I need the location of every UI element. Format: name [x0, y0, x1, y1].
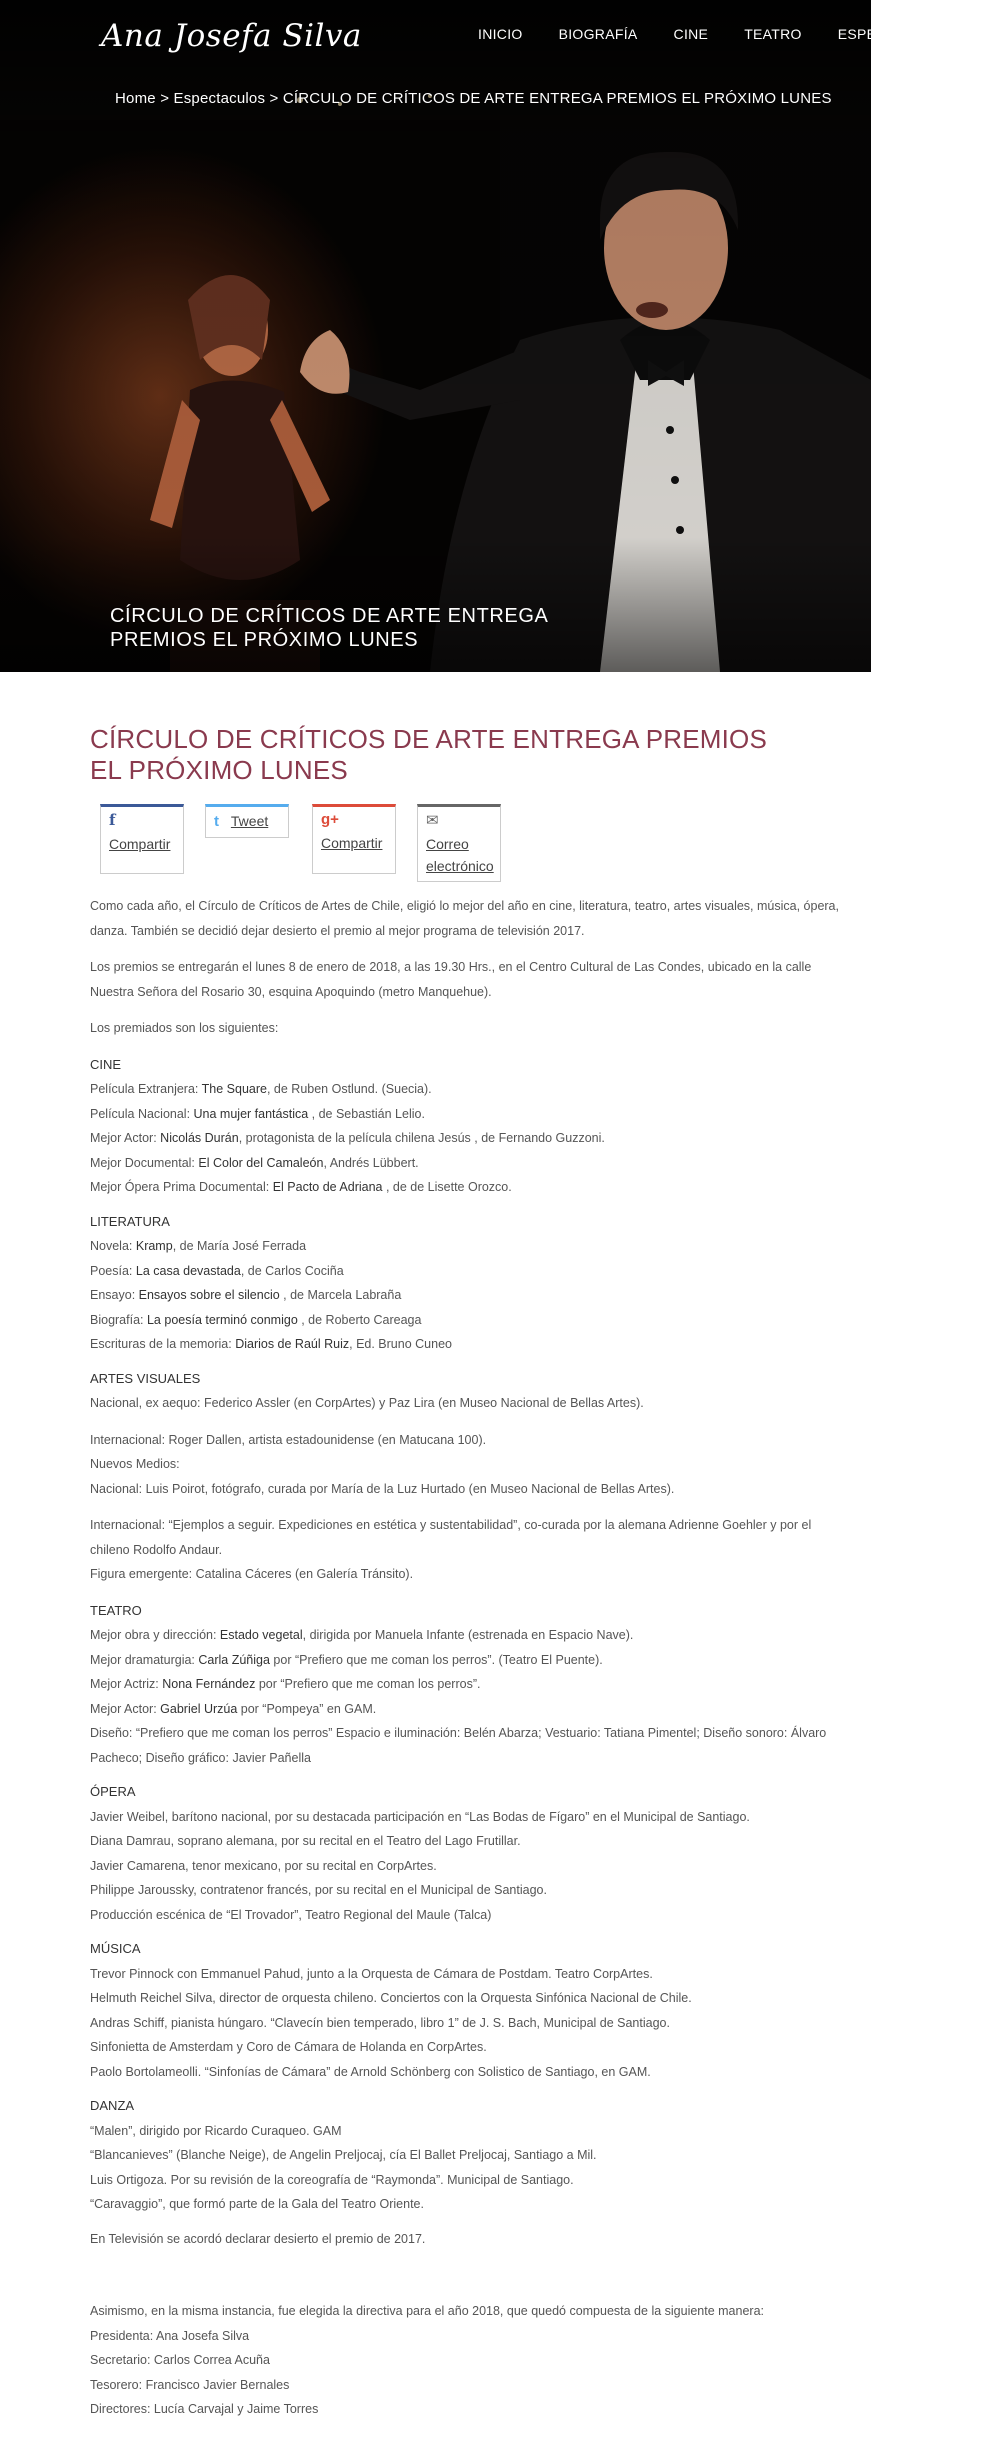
breadcrumb-separator: >: [269, 90, 279, 107]
main-nav: [478, 26, 991, 42]
breadcrumb-separator: >: [160, 90, 170, 107]
paragraph: Los premiados son los siguientes:: [90, 1021, 279, 1035]
list-item: Novela: Kramp, de María José Ferrada: [90, 1239, 307, 1253]
list-item: Javier Weibel, barítono nacional, por su destacada participación en “Las Bodas de Fígaro” en el Municipal de Santiago.: [90, 1809, 750, 1824]
list-item: Mejor obra y dirección: Estado vegetal, dirigida por Manuela Infante (estrenada en Espacio Nave).: [90, 1628, 634, 1642]
twitter-icon: t: [214, 813, 219, 830]
article: [90, 724, 839, 2416]
awards-list-teatro: [90, 1623, 840, 1770]
facebook-share-label[interactable]: Compartir: [109, 836, 171, 852]
list-item: “Malen”, dirigido por Ricardo Curaqueo. GAM: [90, 2123, 342, 2138]
paragraph: Como cada año, el Círculo de Críticos de Artes de Chile, eligió lo mejor del año en cine, literatura, teatro, artes visuales, música, ópera, danza. También se decidió dejar desierto el premio al mejor programa de televisión 2017.: [90, 899, 839, 938]
awards-list-danza: [90, 2119, 840, 2217]
list-item: Presidenta: Ana Josefa Silva: [90, 2328, 250, 2343]
breadcrumb: [115, 90, 832, 107]
list-item: Tesorero: Francisco Javier Bernales: [90, 2377, 290, 2392]
article-title: CÍRCULO DE CRÍTICOS DE ARTE ENTREGA PREMIOS EL PRÓXIMO LUNES: [90, 724, 768, 785]
section-heading: LITERATURA: [90, 1213, 170, 1229]
paragraph: Internacional: Roger Dallen, artista estadounidense (en Matucana 100). Nuevos Medios: Nacional: Luis Poirot, fotógrafo, curada por María de la Luz Hurtado (en Museo Nacional de Bellas Artes).: [90, 1432, 675, 1496]
section-heading: CINE: [90, 1056, 122, 1072]
paragraph: Internacional: “Ejemplos a seguir. Expediciones en estética y sustentabilidad”, co-curada por la alemana Adrienne Goehler y por el chileno Rodolfo Andaur. Figura emergente: Catalina Cáceres (en Galería Tránsito).: [90, 1518, 812, 1581]
article-body: [90, 894, 840, 2434]
list-item: Javier Camarena, tenor mexicano, por su recital en CorpArtes.: [90, 1858, 437, 1873]
paragraph: Los premios se entregarán el lunes 8 de enero de 2018, a las 19.30 Hrs., en el Centro Cultural de Las Condes, ubicado en la calle Nuestra Señora del Rosario 30, esquina Apoquindo (metro Manquehue).: [90, 960, 812, 999]
site-logo[interactable]: Ana Josefa Silva: [101, 18, 362, 54]
list-item: Producción escénica de “El Trovador”, Teatro Regional del Maule (Talca): [90, 1907, 492, 1922]
email-share-label[interactable]: Correo electrónico: [426, 836, 494, 874]
awards-list-opera: [90, 1805, 840, 1928]
nav-espectaculos[interactable]: ESPECTÁCULOS: [837, 26, 955, 42]
hero-caption-line: PREMIOS EL PRÓXIMO LUNES: [110, 629, 419, 651]
nav-teatro[interactable]: TEATRO: [744, 26, 802, 42]
hero-banner: [0, 0, 955, 672]
hero-caption-line: CÍRCULO DE CRÍTICOS DE ARTE ENTREGA: [110, 605, 549, 627]
top-navigation-bar: [0, 0, 955, 75]
list-item: Diseño: “Prefiero que me coman los perros” Espacio e iluminación: Belén Abarza; Vestuario: Tatiana Pimentel; Diseño sonoro: Álvaro Pacheco; Diseño gráfico: Javier Pañella: [90, 1726, 827, 1765]
email-share-button[interactable]: [417, 804, 501, 882]
twitter-share-button[interactable]: [205, 804, 289, 838]
list-item: Philippe Jaroussky, contratenor francés, por su recital en el Municipal de Santiago.: [90, 1883, 547, 1897]
list-item: Mejor dramaturgia: Carla Zúñiga por “Prefiero que me coman los perros”. (Teatro El Puente).: [90, 1652, 603, 1667]
list-item: Trevor Pinnock con Emmanuel Pahud, junto a la Orquesta de Cámara de Postdam. Teatro CorpArtes.: [90, 1966, 653, 1981]
awards-list-cine: [90, 1077, 840, 1200]
awards-list-literatura: [90, 1234, 840, 1357]
awards-list-musica: [90, 1962, 840, 2085]
list-item: Biografía: La poesía terminó conmigo , de Roberto Careaga: [90, 1312, 422, 1327]
facebook-share-button[interactable]: [100, 804, 184, 874]
list-item: Mejor Ópera Prima Documental: El Pacto de Adriana , de de Lisette Orozco.: [90, 1180, 512, 1194]
list-item: Poesía: La casa devastada, de Carlos Cociña: [90, 1263, 344, 1278]
share-buttons: [100, 804, 660, 884]
list-item: “Blancanieves” (Blanche Neige), de Angelin Preljocaj, cía El Ballet Preljocaj, Santiago a Mil.: [90, 2148, 597, 2162]
list-item: Secretario: Carlos Correa Acuña: [90, 2353, 270, 2367]
list-item: Escrituras de la memoria: Diarios de Raúl Ruiz, Ed. Bruno Cuneo: [90, 1337, 452, 1351]
envelope-icon: ✉: [426, 812, 439, 829]
list-item: Diana Damrau, soprano alemana, por su recital en el Teatro del Lago Frutillar.: [90, 1834, 521, 1848]
list-item: Mejor Actor: Nicolás Durán, protagonista de la película chilena Jesús , de Fernando Guzzoni.: [90, 1131, 605, 1145]
google-plus-icon: g+: [321, 811, 339, 828]
section-heading: DANZA: [90, 2098, 135, 2113]
google-plus-share-button[interactable]: [312, 804, 396, 874]
nav-cine[interactable]: CINE: [673, 26, 709, 42]
list-item: Luis Ortigoza. Por su revisión de la coreografía de “Raymonda”. Municipal de Santiago.: [90, 2172, 574, 2187]
twitter-share-label[interactable]: Tweet: [230, 813, 269, 829]
list-item: Mejor Documental: El Color del Camaleón, Andrés Lübbert.: [90, 1155, 419, 1170]
list-item: Película Nacional: Una mujer fantástica , de Sebastián Lelio.: [90, 1106, 425, 1121]
breadcrumb-home[interactable]: Home: [115, 90, 156, 107]
paragraph: Nacional, ex aequo: Federico Assler (en CorpArtes) y Paz Lira (en Museo Nacional de Bellas Artes).: [90, 1396, 644, 1410]
google-plus-share-label[interactable]: Compartir: [321, 835, 383, 851]
list-item: Película Extranjera: The Square, de Ruben Ostlund. (Suecia).: [90, 1082, 432, 1096]
section-heading: ARTES VISUALES: [90, 1370, 201, 1386]
breadcrumb-current: CÍRCULO DE CRÍTICOS DE ARTE ENTREGA PREMIOS EL PRÓXIMO LUNES: [282, 90, 832, 107]
paragraph: En Televisión se acordó declarar desierto el premio de 2017.: [90, 2231, 426, 2246]
section-heading: ÓPERA: [90, 1784, 136, 1799]
list-item: Mejor Actriz: Nona Fernández por “Prefiero que me coman los perros”.: [90, 1677, 481, 1691]
list-item: Helmuth Reichel Silva, director de orquesta chileno. Conciertos con la Orquesta Sinfónica Nacional de Chile.: [90, 1991, 692, 2005]
nav-inicio[interactable]: INICIO: [478, 26, 523, 42]
hero-caption: [110, 604, 610, 652]
section-heading: TEATRO: [90, 1602, 142, 1618]
list-item: Ensayo: Ensayos sobre el silencio , de Marcela Labraña: [90, 1288, 402, 1302]
list-item: “Caravaggio”, que formó parte de la Gala del Teatro Oriente.: [90, 2197, 424, 2211]
list-item: Directores: Lucía Carvajal y Jaime Torres: [90, 2402, 319, 2416]
section-heading: MÚSICA: [90, 1941, 141, 1956]
breadcrumb-section[interactable]: Espectaculos: [173, 90, 266, 107]
list-item: Andras Schiff, pianista húngaro. “Clavecín bien temperado, libro 1” de J. S. Bach, Municipal de Santiago.: [90, 2015, 670, 2030]
list-item: Mejor Actor: Gabriel Urzúa por “Pompeya” en GAM.: [90, 1701, 377, 1716]
list-item: Sinfonietta de Amsterdam y Coro de Cámara de Holanda en CorpArtes.: [90, 2040, 487, 2054]
nav-biografia[interactable]: BIOGRAFÍA: [558, 26, 638, 42]
paragraph: Asimismo, en la misma instancia, fue elegida la directiva para el año 2018, que quedó compuesta de la siguiente manera: Presidenta: Ana Josefa Silva Secretario: Carlos Correa Acuña Tesorero: Francisco Javier Bernales Directores: Lucía Carvajal y Jaime Torres: [90, 2299, 840, 2422]
facebook-icon: f: [109, 811, 116, 829]
list-item: Paolo Bortolameolli. “Sinfonías de Cámara” de Arnold Schönberg con Solistico de Santiago, en GAM.: [90, 2064, 651, 2079]
